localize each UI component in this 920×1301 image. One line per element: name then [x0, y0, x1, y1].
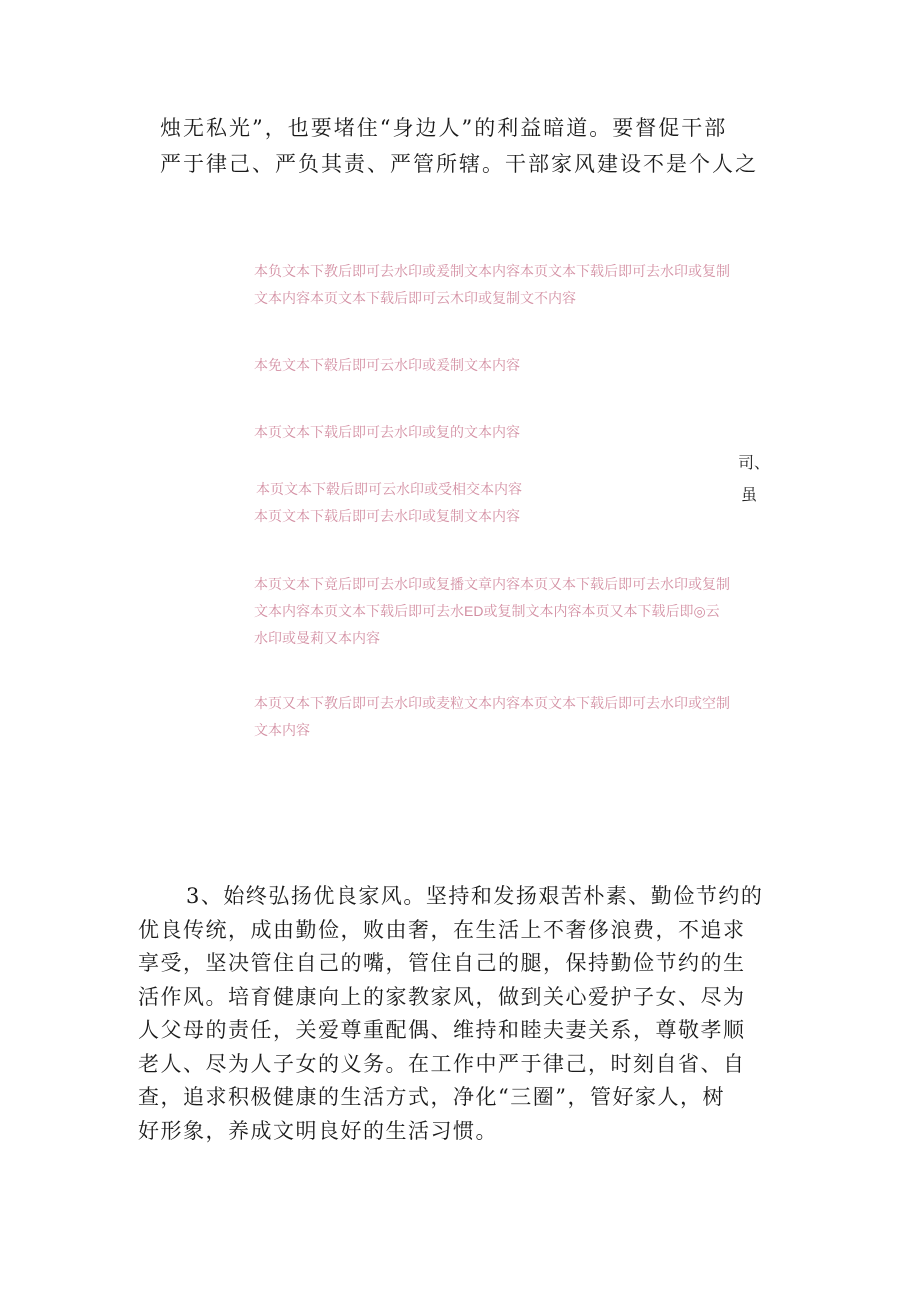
watermark-line: 本页文本下毂后即可云水印或受相交本内容 [256, 481, 522, 497]
watermark-line: 本页文本下载后即可去水印或复制文本内容 [254, 508, 520, 524]
watermark-line: 本免文本下毂后即可云水印或爰制文本内容 [254, 357, 520, 373]
paragraph-line: 优良传统，成由勤俭，败由奢，在生活上不奢侈浪费，不追求 [138, 917, 746, 942]
watermark-line: 本页文本下载后即可去水印或复的文本内容 [254, 424, 520, 440]
paragraph-line: 严于律己、严负其责、严管所辖。干部家风建设不是个人之 [160, 152, 758, 176]
paragraph-line: 人父母的责任，关爱尊重配偶、维持和睦夫妻关系，尊敬孝顺 [138, 1018, 746, 1042]
stray-glyph: 司、 [738, 453, 771, 472]
paragraph-line: 烛无私光”，也要堵住“身边人”的利益暗道。要督促干部 [160, 116, 728, 140]
watermark-block [254, 352, 784, 379]
watermark-block [254, 419, 784, 446]
watermark-block [256, 476, 786, 530]
stray-glyph: 虽 [741, 485, 758, 504]
watermark-line: 文本内容本页文本下载后即可云木印或复制文不内容 [254, 290, 576, 306]
paragraph-line: 好形象，养成文明良好的生活习惯。 [138, 1118, 498, 1143]
watermark-line: 本页又本下教后即可去水印或麦粒文本内容本页文本下载后即可去水印或空制 [254, 695, 730, 711]
watermark-block [254, 258, 784, 312]
watermark-block [254, 690, 784, 744]
paragraph-line: 老人、尽为人子女的义务。在工作中严于律己，时刻自省、自 [138, 1051, 746, 1076]
watermark-block [254, 571, 784, 652]
paragraph-line: 查，追求积极健康的生活方式，净化“三圈”，管好家人，树 [138, 1085, 725, 1109]
paragraph-line: 享受，坚决管住自己的嘴，管住自己的腿，保持勤俭节约的生 [138, 951, 746, 975]
top-paragraph [160, 110, 780, 182]
watermark-line: 本页文本下竟后即可去水印或复播文章内容本页又本下载后即可去水印或复制 [254, 576, 730, 592]
paragraph-line: 活作风。培育健康向上的家教家风，做到关心爱护子女、尽为 [138, 984, 746, 1009]
section-3-paragraph [138, 880, 788, 1148]
watermark-line: 文本内容本页文本下载后即可去水ED或复制文本内容本页又本下载后即◎云 [254, 603, 720, 619]
paragraph-line: 3、始终弘扬优良家风。坚持和发扬艰苦朴素、勤俭节约的 [186, 884, 764, 908]
watermark-line: 文本内容 [254, 722, 310, 738]
watermark-line: 本负文本下教后即可去水印或爰制文本内容本页文本下载后即可去水印或复制 [254, 263, 730, 279]
watermark-line: 水印或曼莉又本内容 [254, 630, 380, 646]
